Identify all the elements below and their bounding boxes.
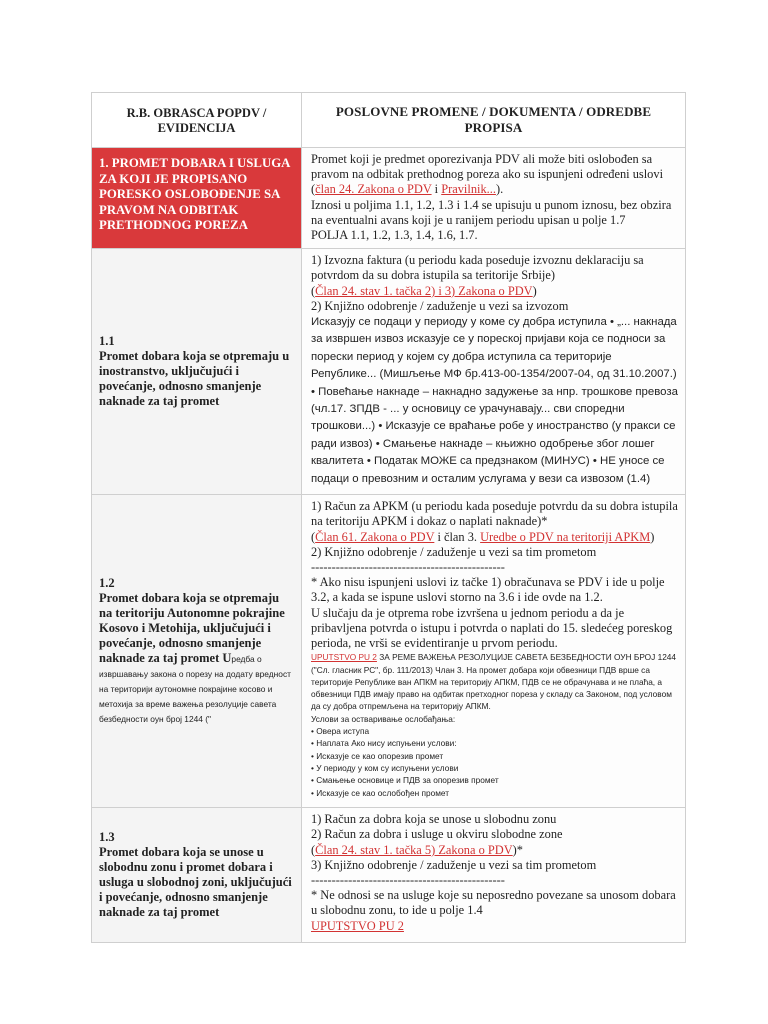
header-col-obrazac: R.B. OBRASCA POPDV / EVIDENCIJA bbox=[92, 93, 302, 148]
section1-p2: Iznosi u poljima 1.1, 1.2, 1.3 i 1.4 se upisuju u punom iznosu, bez obzira na eventualni avans koji je u ranijem periodu upisan u polje 1.7 bbox=[311, 197, 672, 227]
table-row-1-1 bbox=[92, 249, 686, 495]
row-1-2-label-cell bbox=[92, 495, 302, 808]
row-1-2-conditions-title: Услови за остваривање ослобађања: bbox=[311, 713, 456, 724]
row-1-3-item2: 2) Račun za dobra i usluge u okviru slobodne zone bbox=[311, 827, 563, 842]
row-1-3-number: 1.3 bbox=[99, 830, 115, 845]
section-title: 1. PROMET DOBARA I USLUGA ZA KOJI JE PROPISANO PORESKO OSLOBOĐENJE SA PRAVOM NA ODBITAK PRETHODNOG POREZA bbox=[99, 156, 290, 233]
list-item: • Смањење основице и ПДВ за опорезив промет bbox=[311, 775, 499, 786]
header-col-promene: POSLOVNE PROMENE / DOKUMENTA / ODREDBE PROPISA bbox=[302, 93, 686, 148]
list-item: • Исказује се као опорезив промет bbox=[311, 750, 444, 761]
row-1-2-item2: 2) Knjižno odobrenje / zaduženje u vezi sa tim prometom bbox=[311, 544, 597, 559]
row-1-2-item1: 1) Račun za APKM (u periodu kada poseduje potvrdu da su dobra istupila na teritoriju APKM i dokaz o naplati naknade)* bbox=[311, 499, 678, 529]
row-1-3-item1: 1) Račun za dobra koja se unose u slobodnu zonu bbox=[311, 812, 557, 827]
row-1-2-note1: * Ako nisu ispunjeni uslovi iz tačke 1) obračunava se PDV i ide u polje 3.2, a kada se ispune uslovi storno na 3.6 i ide ovde na 1.2. bbox=[311, 575, 665, 605]
link-uredba-apkm[interactable]: Uredbe o PDV na teritoriji APKM bbox=[480, 529, 651, 544]
row-1-1-title: Promet dobara koja se otpremaju u inostranstvo, uključujući i povećanje, odnosno smanjenje naknade za taj promet bbox=[99, 349, 290, 409]
row-1-1-cyrillic-notes: Исказују се подаци у периоду у коме су добра иступила • „... накнада за извршен извоз исказује се у пореској пријави која се подноси за порески период у којем су добра иступила са територије Републике... (Мишљење МФ бр.413-00-1354/2007-04, од 31.10.2007.) • Повећање накнаде – накнадно задужење за нпр. трошкове превоза (чл.17. ЗПДВ - ... у основицу се урачунавају... сви споредни трошкови...) • Исказује се враћање робе у иностранство (у пракси се ради извоз) • Смањење накнаде – књижно одобрење због лошег квалитета • Податак МОЖЕ са предзнаком (МИНУС) • НЕ уносе се подаци о превозним и осталим услугама у вези са извозом (1.4) bbox=[311, 316, 678, 485]
table-row-1-2 bbox=[92, 495, 686, 808]
popdv-table bbox=[91, 92, 686, 943]
section1-description bbox=[302, 148, 686, 249]
link-uputstvo-pu2[interactable]: UPUTSTVO PU 2 bbox=[311, 652, 377, 663]
divider: ----------------------------------------------- bbox=[311, 560, 505, 575]
list-item: • Наплата Ако нису испуњени услови: bbox=[311, 738, 457, 749]
list-item: • У периоду у ком су испуњени услови bbox=[311, 762, 459, 773]
row-1-2-number: 1.2 bbox=[99, 576, 115, 591]
link-clan24-tacka2-3[interactable]: Član 24. stav 1. tačka 2) i 3) Zakona o PDV bbox=[315, 283, 533, 298]
link-clan24[interactable]: član 24. Zakona o PDV bbox=[315, 182, 432, 197]
section1-p3: POLJA 1.1, 1.2, 1.3, 1.4, 1.6, 1.7. bbox=[311, 228, 478, 243]
link-clan24-tacka5[interactable]: Član 24. stav 1. tačka 5) Zakona o PDV bbox=[315, 842, 513, 857]
section-title-cell bbox=[92, 148, 302, 249]
row-1-1-number: 1.1 bbox=[99, 334, 115, 349]
link-clan61[interactable]: Član 61. Zakona o PDV bbox=[315, 529, 435, 544]
list-item: • Исказује се као ослобођен промет bbox=[311, 787, 450, 798]
row-1-2-uredba: редба о извршавању закона о порезу на додату вредност на територији аутономне покрајине косово и метохија за време важења резолуције савета безбедности оун број 1244 (" bbox=[99, 654, 291, 725]
row-1-3-item3: 3) Knjižno odobrenje / zaduženje u vezi sa tim prometom bbox=[311, 857, 597, 872]
row-1-3-description: 1) Račun za dobra koja se unose u slobodnu zonu 2) Račun za dobra i usluge u okviru slobodne zone (Član 24. stav 1. tačka 5) Zakona o PDV)* 3) Knjižno odobrenje / zaduženje u vezi sa tim prometom ----------------------------------------------- * Ne odnosi se na usluge koje su neposredno povezane sa unosom dobara u slobodnu zonu, to ide u polje 1.4 UPUTSTVO PU 2 bbox=[302, 808, 686, 943]
row-1-2-note2: U slučaju da je otprema robe izvršena u jednom periodu a da je pribavljena potvrda o istupu i potvrda o naplati do 15. sledećeg poreskog perioda, ne vrši se evidentiranje u prvom periodu. bbox=[311, 605, 673, 651]
row-1-1-label-cell bbox=[92, 249, 302, 495]
row-1-2-uredba-text: UPUTSTVO PU 2 ЗА РЕМЕ ВАЖЕЊА РЕЗОЛУЦИЈЕ САВЕТА БЕЗБЕДНОСТИ ОУН БРОЈ 1244 ("Сл. гласник РС", бр. 111/2013) Члан 3. На промет добара који обвезници ПДВ врше са територије Републике ван АПКМ на територију АПКМ, ПДВ се не обрачунава и не плаћа, а обвезници ПДВ имају право на одбитак претходног пореза у складу са Законом, под условом да су добра отпремљена на територију АПКМ. bbox=[311, 652, 677, 712]
row-1-1-item2: 2) Knjižno odobrenje / zaduženje u vezi sa izvozom bbox=[311, 298, 569, 313]
link-uputstvo-pu2[interactable]: UPUTSTVO PU 2 bbox=[311, 918, 404, 933]
row-1-3-title: Promet dobara koja se unose u slobodnu zonu i promet dobara i usluga u slobodnoj zoni, uključujući i povećanje, odnosno smanjenje naknade za taj promet bbox=[99, 845, 292, 920]
list-item: • Овера иступа bbox=[311, 726, 370, 737]
row-1-1-item1: 1) Izvozna faktura (u periodu kada poseduje izvoznu deklaraciju sa potvrdom da su dobra istupila sa teritorije Srbije) bbox=[311, 253, 644, 283]
row-1-2-description: 1) Račun za APKM (u periodu kada poseduje potvrdu da su dobra istupila na teritoriju APKM i dokaz o naplati naknade)* (Član 61. Zakona o PDV i član 3. Uredbe o PDV na teritoriji APKM) 2) Knjižno odobrenje / zaduženje u vezi sa tim prometom ----------------------------------------------- * Ako nisu ispunjeni uslovi iz tačke 1) obračunava se PDV i ide u polje 3.2, a kada se ispune uslovi storno na 3.6 i ide ovde na 1.2. U slučaju da je otprema robe izvršena u jednom periodu a da je pribavljena potvrda o istupu i potvrda o naplati do 15. sledećeg poreskog perioda, ne vrši se evidentiranje u prvom periodu. UPUTSTVO PU 2 ЗА РЕМЕ ВАЖЕЊА РЕЗОЛУЦИЈЕ САВЕТА БЕЗБЕДНОСТИ ОУН БРОЈ 1244 ("Сл. гласник РС", бр. 111/2013) Члан 3. На промет добара који обвезници ПДВ врше са територије Републике ван АПКМ на територију АПКМ, ПДВ се не обрачунава и не плаћа, а обвезници ПДВ имају право на одбитак претходног пореза у складу са Законом, под условом да су добра отпремљена на територију АПКМ. Услови за остваривање ослобађања: • Овера иступа • Наплата Ако нису испуњени услови: • Исказује се као опорезив промет • У периоду у ком су испуњени услови • Смањење основице и ПДВ за опорезив промет • Исказује се као ослобођен промет bbox=[302, 495, 686, 808]
row-1-2-title: Promet dobara koja se otpremaju na teritoriju Autonomne pokrajine Kosovo i Metohija, uključujući i povećanje, odnosno smanjenje naknade za taj promet Uредба о извршавању закона о порезу на додату вредност на територији аутономне покрајине косово и метохија за време важења резолуције савета безбедности оун број 1244 (" bbox=[99, 591, 291, 725]
row-1-3-note: * Ne odnosi se na usluge koje su neposredno povezane sa unosom dobara u slobodnu zonu, to ide u polje 1.4 bbox=[311, 888, 676, 918]
table-row-1-3 bbox=[92, 808, 686, 943]
row-1-1-description: 1) Izvozna faktura (u periodu kada poseduje izvoznu deklaraciju sa potvrdom da su dobra istupila sa teritorije Srbije) (Član 24. stav 1. tačka 2) i 3) Zakona o PDV) 2) Knjižno odobrenje / zaduženje u vezi sa izvozom Исказују се подаци у периоду у коме су добра иступила • „... накнада за извршен извоз исказује се у пореској пријави која се подноси за порески период у којем су добра иступила са територије Републике... (Мишљење МФ бр.413-00-1354/2007-04, од 31.10.2007.) • Повећање накнаде – накнадно задужење за нпр. трошкове превоза (чл.17. ЗПДВ - ... у основицу се урачунавају... сви споредни трошкови...) • Исказује се враћање робе у иностранство (у пракси се ради извоз) • Смањење накнаде – књижно одобрење због лошег квалитета • Податак МОЖЕ са предзнаком (МИНУС) • НЕ уносе се подаци о превозним и осталим услугама у вези са извозом (1.4) bbox=[302, 249, 686, 495]
row-1-3-label-cell bbox=[92, 808, 302, 943]
table-header-row bbox=[92, 93, 686, 148]
section1-p1: Promet koji je predmet oporezivanja PDV ali može biti oslobođen sa pravom na odbitak prethodnog poreza ako su ispunjeni određeni uslovi (član 24. Zakona o PDV i Pravilnik...). bbox=[311, 152, 664, 197]
table-row-section1 bbox=[92, 148, 686, 249]
divider: ----------------------------------------------- bbox=[311, 873, 505, 888]
link-pravilnik[interactable]: Pravilnik... bbox=[441, 182, 496, 197]
